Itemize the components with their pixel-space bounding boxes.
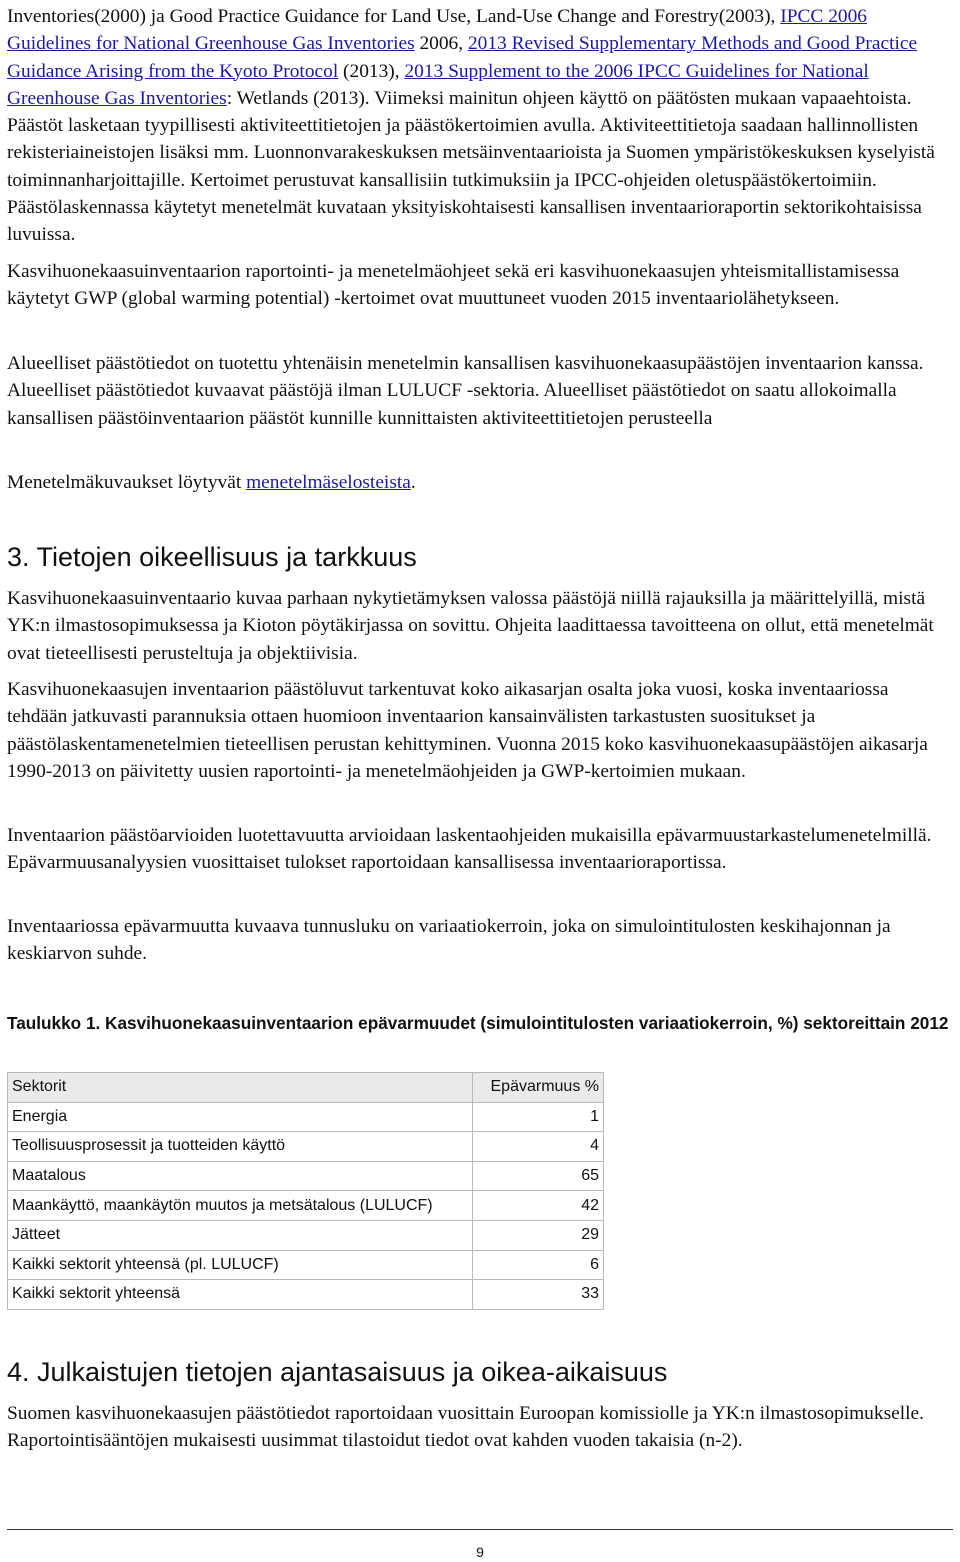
timeliness-paragraph: Suomen kasvihuonekaasujen päästötiedot raportoidaan vuosittain Euroopan komissiolle ja YK:n ilmastosopimukselle. Raportointisääntöjen mukaisesti uusimmat tilastoidut tiedot ovat kahden vuoden takaisia (n-2). <box>7 1403 924 1452</box>
sector-cell: Maatalous <box>8 1161 473 1191</box>
link-2013-revised-supplementary-methods[interactable]: 2013 Revised Supplementary Methods and Good Practice Guidance Arising from the Kyoto Protocol <box>7 33 918 82</box>
sector-cell: Energia <box>8 1102 473 1132</box>
regional-emissions-paragraph: Alueelliset päästötiedot on tuotettu yhtenäisin menetelmin kansallisen kasvihuonekaasupäästöjen inventaarion kanssa. Alueelliset päästötiedot kuvaavat päästöjä ilman LULUCF -sektoria. Alueelliset päästötiedot on saatu allokoimalla kansallisen päästöinventaarion päästöt kunnille kunnittaisten aktiviteettitietojen perusteella <box>7 353 924 429</box>
paragraph-text: Inventories(2000) ja Good Practice Guidance for Land Use, Land-Use Change and Forestry(2003), <box>7 6 781 27</box>
paragraph-text: . <box>410 472 416 493</box>
sector-cell: Maankäyttö, maankäytön muutos ja metsätalous (LULUCF) <box>8 1191 473 1221</box>
methods-description-paragraph <box>7 469 953 496</box>
uncertainty-cell: 6 <box>473 1250 604 1280</box>
uncertainty-cell: 29 <box>473 1220 604 1250</box>
paragraph-text: : Wetlands (2013). Viimeksi mainitun ohjeen käyttö on päätösten mukaan vapaaehtoista. Päästöt lasketaan tyypillisesti aktiviteettitietojen ja päästökertoimien avulla. Aktiviteettitietoja saadaan hallinnollisten rekisteriaineistojen lisäksi mm. Luonnonvarakeskuksen metsäinventaarioista ja Suomen ympäristökeskuksen kyselyistä toiminnanharjoittajille. Kertoimet perustuvat kansallisiin tutkimuksiin ja IPCC-ohjeiden oletuspäästökertoimiin. Päästölaskennassa käytetyt menetelmät kuvataan yksityiskohtaisesti kansallisen inventaarioraportin sektorikohtaisissa luvuissa. <box>7 87 935 246</box>
sector-cell: Teollisuusprosessit ja tuotteiden käyttö <box>8 1132 473 1162</box>
uncertainty-table <box>7 1072 604 1310</box>
section-heading-3: 3. Tietojen oikeellisuus ja tarkkuus <box>7 542 417 572</box>
accuracy-paragraph-4: Inventaariossa epävarmuutta kuvaava tunnusluku on variaatiokerroin, joka on simulointitulosten keskihajonnan ja keskiarvon suhde. <box>7 916 891 965</box>
column-header-sectors: Sektorit <box>8 1073 473 1103</box>
paragraph-text: 2006, <box>414 33 468 55</box>
gwp-paragraph: Kasvihuonekaasuinventaarion raportointi- ja menetelmäohjeet sekä eri kasvihuonekaasujen yhteismitallistamisessa käytetyt GWP (global warming potential) -kertoimet ovat muuttuneet vuoden 2015 inventaariolähetykseen. <box>7 261 900 310</box>
page-number: 9 <box>476 1544 484 1560</box>
sector-cell: Kaikki sektorit yhteensä <box>8 1280 473 1310</box>
sector-cell: Jätteet <box>8 1220 473 1250</box>
uncertainty-cell: 42 <box>473 1191 604 1221</box>
table-row <box>8 1132 604 1162</box>
accuracy-paragraph-1: Kasvihuonekaasuinventaario kuvaa parhaan nykytietämyksen valossa päästöjä niillä rajauksilla ja määrittelyillä, mistä YK:n ilmastosopimuksessa ja Kioton pöytäkirjassa on sovittu. Ohjeita laadittaessa tavoitteena on ollut, että menetelmät ovat tieteellisesti perusteltuja ja objektiivisia. <box>7 588 934 664</box>
table-caption: Taulukko 1. Kasvihuonekaasuinventaarion epävarmuudet (simulointitulosten variaatiokerroin, %) sektoreittain 2012 <box>7 1013 949 1033</box>
paragraph-text: Menetelmäkuvaukset löytyvät <box>7 472 247 493</box>
uncertainty-cell: 33 <box>473 1280 604 1310</box>
uncertainty-cell: 4 <box>473 1132 604 1162</box>
paragraph-text: (2013), <box>338 60 405 82</box>
table-row <box>8 1102 604 1132</box>
uncertainty-cell: 65 <box>473 1161 604 1191</box>
link-menetelmaselosteista[interactable]: menetelmäselosteista <box>246 472 411 493</box>
sector-cell: Kaikki sektorit yhteensä (pl. LULUCF) <box>8 1250 473 1280</box>
accuracy-paragraph-2: Kasvihuonekaasujen inventaarion päästöluvut tarkentuvat koko aikasarjan osalta joka vuosi, koska inventaariossa tehdään jatkuvasti parannuksia ottaen huomioon inventaarion kansainvälisten tarkastusten suositukset ja päästölaskentamenetelmien tieteellisen perustan kehittyminen. Vuonna 2015 koko kasvihuonekaasupäästöjen aikasarja 1990-2013 on päivitetty uusien raportointi- ja menetelmäohjeiden ja GWP-kertoimien mukaan. <box>7 679 928 782</box>
table-row <box>8 1161 604 1191</box>
table-row <box>8 1220 604 1250</box>
link-ipcc-2006-guidelines[interactable]: IPCC 2006 Guidelines for National Greenhouse Gas Inventories <box>7 6 867 55</box>
table-row <box>8 1250 604 1280</box>
footer-divider <box>7 1529 953 1530</box>
link-2013-supplement-wetlands[interactable]: 2013 Supplement to the 2006 IPCC Guidelines for National Greenhouse Gas Inventories <box>7 60 869 109</box>
methods-paragraph <box>7 3 953 249</box>
table-row <box>8 1280 604 1310</box>
table-header-row <box>8 1073 604 1103</box>
accuracy-paragraph-3: Inventaarion päästöarvioiden luotettavuutta arvioidaan laskentaohjeiden mukaisilla epävarmuustarkastelumenetelmillä. Epävarmuusanalyysien vuosittaiset tulokset raportoidaan kansallisessa inventaarioraportissa. <box>7 825 932 874</box>
uncertainty-cell: 1 <box>473 1102 604 1132</box>
column-header-uncertainty: Epävarmuus % <box>473 1073 604 1103</box>
section-heading-4: 4. Julkaistujen tietojen ajantasaisuus ja oikea-aikaisuus <box>7 1357 668 1387</box>
table-row <box>8 1191 604 1221</box>
